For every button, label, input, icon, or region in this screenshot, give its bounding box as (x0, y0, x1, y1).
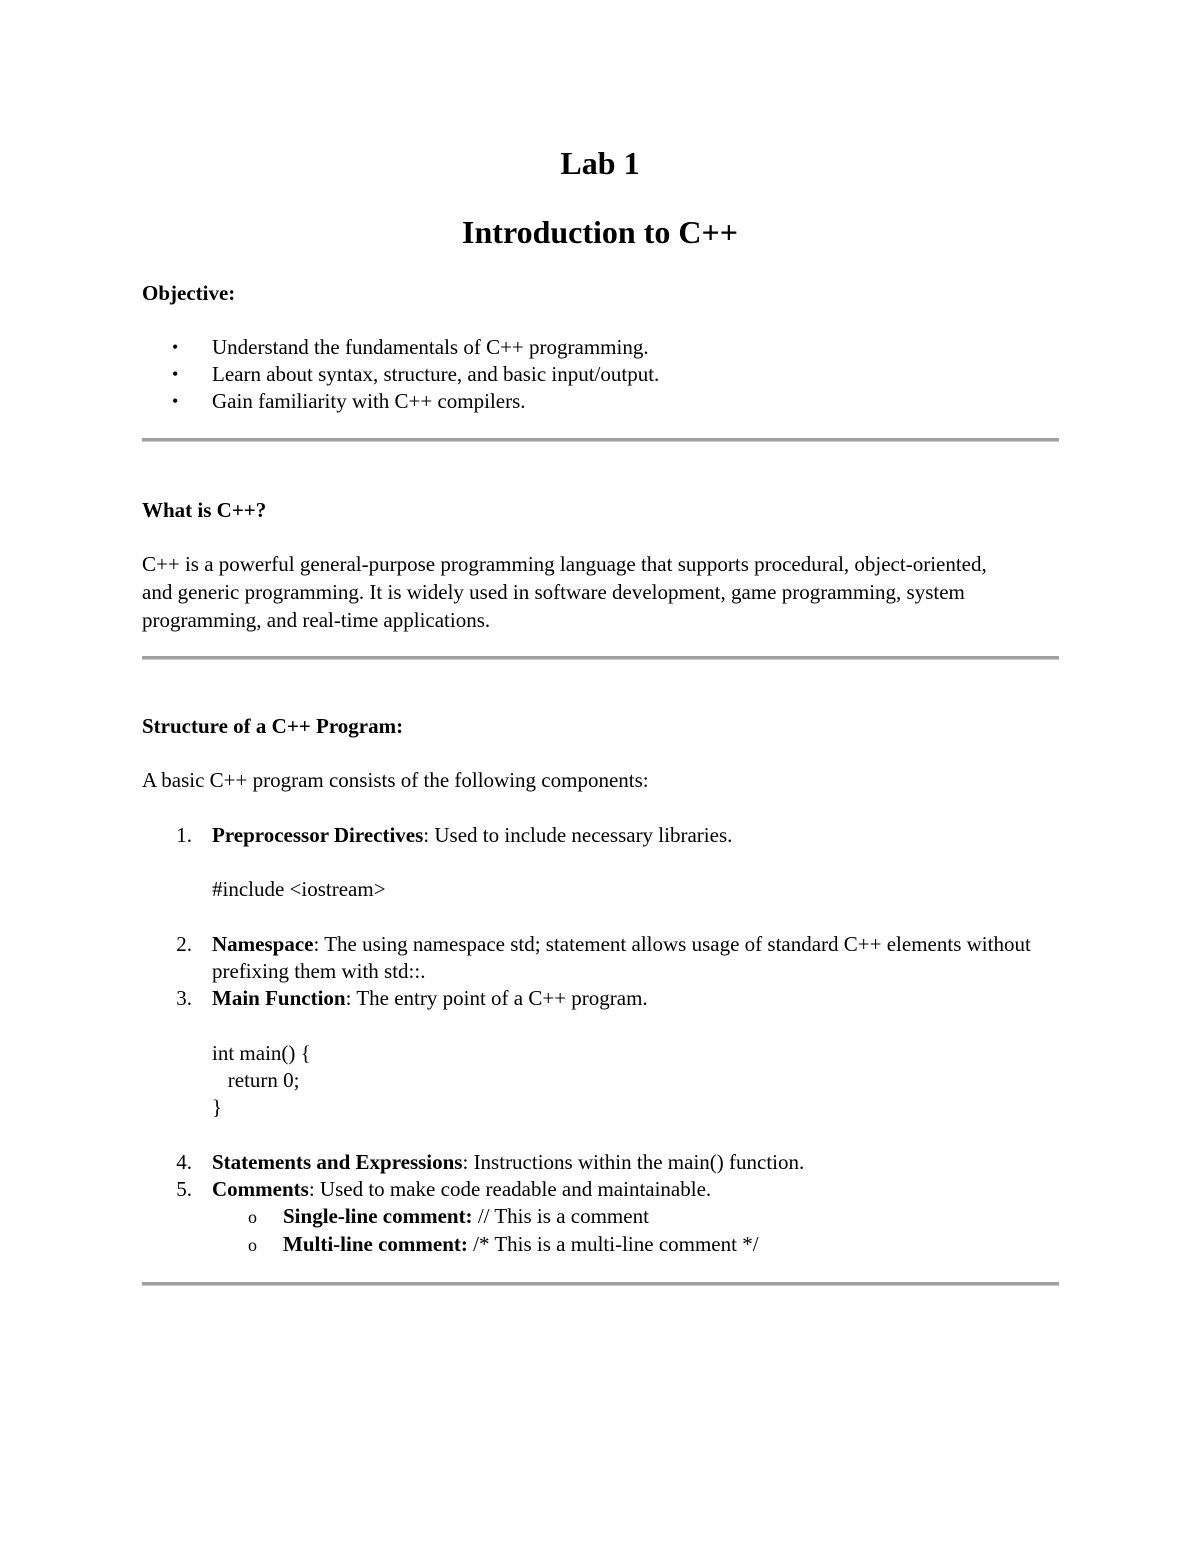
list-number: 5. (176, 1177, 192, 1201)
list-number: 3. (176, 986, 192, 1010)
bullet-icon: • (172, 337, 179, 357)
sub-item-desc: // This is a comment (472, 1204, 649, 1228)
list-item-term: Preprocessor Directives (212, 823, 424, 847)
objective-item: Learn about syntax, structure, and basic input/output. (212, 362, 660, 386)
objective-item: Understand the fundamentals of C++ programming. (212, 335, 649, 359)
list-item-term: Main Function (212, 986, 346, 1010)
sub-list-item (283, 1203, 649, 1230)
list-item-desc: : Used to make code readable and maintainable. (308, 1177, 712, 1201)
list-item-term: Statements and Expressions (212, 1150, 463, 1174)
what-is-paragraph: C++ is a powerful general-purpose programming language that supports procedural, object-oriented, and generic programming. It is widely used in software development, game programming, system programming, and real-time applications. (142, 552, 987, 632)
list-item (212, 985, 648, 1012)
sub-item-desc: /* This is a multi-line comment */ (467, 1232, 759, 1256)
code-line: #include <iostream> (212, 877, 386, 901)
list-item (212, 931, 1062, 985)
horizontal-rule (142, 656, 1059, 660)
sub-item-term: Single-line comment: (283, 1204, 473, 1228)
objective-heading: Objective: (142, 281, 236, 305)
list-item (212, 822, 732, 849)
structure-intro: A basic C++ program consists of the following components: (142, 768, 649, 792)
sub-bullet-icon: o (248, 1235, 257, 1255)
page-title: Introduction to C++ (462, 214, 738, 250)
list-number: 1. (176, 823, 192, 847)
list-number: 4. (176, 1150, 192, 1174)
structure-heading: Structure of a C++ Program: (142, 714, 404, 738)
horizontal-rule (142, 1282, 1059, 1286)
sub-item-term: Multi-line comment: (283, 1232, 468, 1256)
what-is-heading: What is C++? (142, 498, 267, 522)
objective-item: Gain familiarity with C++ compilers. (212, 389, 526, 413)
sub-bullet-icon: o (248, 1207, 257, 1227)
list-number: 2. (176, 932, 192, 956)
list-item (212, 1176, 711, 1203)
horizontal-rule (142, 438, 1059, 442)
code-line: } (212, 1095, 223, 1119)
code-line: int main() { (212, 1041, 311, 1065)
code-line: return 0; (212, 1068, 300, 1092)
list-item-term: Comments (212, 1177, 309, 1201)
sub-list-item (283, 1231, 759, 1258)
list-item (212, 1149, 804, 1176)
list-item-term: Namespace (212, 932, 314, 956)
bullet-icon: • (172, 364, 179, 384)
bullet-icon: • (172, 391, 179, 411)
lab-number: Lab 1 (560, 145, 640, 181)
list-item-desc: : Instructions within the main() function. (462, 1150, 805, 1174)
list-item-desc: : Used to include necessary libraries. (423, 823, 733, 847)
list-item-desc: : The using namespace std; statement allows usage of standard C++ elements without prefixing them with std::. (212, 932, 1031, 983)
list-item-desc: : The entry point of a C++ program. (345, 986, 648, 1010)
